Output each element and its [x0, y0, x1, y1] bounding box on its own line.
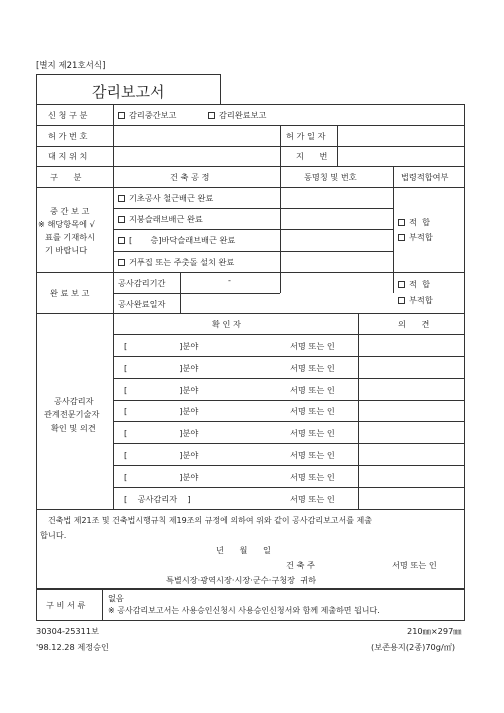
documents-label: 구 비 서 류 [46, 600, 86, 610]
sign-placeholder: 서명 또는 인 [290, 450, 335, 460]
interim-note-2: 표를 기재하시 [45, 232, 96, 242]
approval-date: '98.12.28 제정승인 [36, 642, 109, 652]
process-header: 건 축 공 정 [170, 172, 210, 182]
checkbox-interim-item[interactable]: 기초공사 철근배근 완료 [118, 194, 213, 202]
checkbox-completion-noncompliant[interactable]: 부적합 [398, 296, 433, 304]
checkbox-interim-report[interactable]: 감리중간보고 [118, 111, 176, 119]
confirm-field: [ ]분야 [124, 472, 199, 482]
sign-placeholder: 서명 또는 인 [290, 341, 335, 351]
supervision-period-value: - [228, 275, 231, 285]
apply-type-label: 신 청 구 분 [48, 110, 88, 120]
owner-sign-placeholder: 서명 또는 인 [392, 560, 437, 570]
lot-number-label: 지 번 [296, 151, 328, 161]
sign-placeholder: 서명 또는 인 [290, 385, 335, 395]
checkbox-completion-compliant[interactable]: 적 합 [398, 280, 430, 288]
completion-label: 완 료 보 고 [50, 288, 90, 298]
owner-label: 건 축 주 [286, 560, 315, 570]
compliance-header: 법령적합여부 [401, 172, 449, 182]
confirm-field: [ 공사감리자 ] [124, 494, 191, 504]
confirm-field: [ ]분야 [124, 385, 199, 395]
statement-date: 년 월 일 [216, 545, 271, 555]
confirm-field: [ ]분야 [124, 406, 199, 416]
addressee: 특별시장·광역시장·시장·군수·구청장 귀하 [166, 575, 317, 585]
confirm-label-3: 확인 및 의견 [51, 423, 96, 433]
checkbox-interim-item[interactable]: 지붕슬래브배근 완료 [118, 215, 203, 223]
documents-note: ※ 공사감리보고서는 사용승인신청시 사용승인신청서와 함께 제출하면 됩니다. [108, 606, 380, 615]
checkbox-completion-report[interactable]: 감리완료보고 [208, 111, 266, 119]
supervision-period-label: 공사감리기간 [118, 278, 166, 288]
checkbox-interim-compliant[interactable]: 적 합 [398, 218, 430, 226]
site-location-label: 대 지 위 치 [48, 151, 88, 161]
title-box [36, 74, 221, 104]
division-header: 구 분 [50, 172, 82, 182]
paper-spec: (보존용지(2종)70g/㎡) [371, 642, 456, 652]
building-header: 동명칭 및 번호 [304, 172, 357, 182]
statement-line-1: 건축법 제21조 및 건축법시행규칙 제19조의 규정에 의하여 위와 같이 공사감리보고서를 제출 [48, 516, 372, 525]
interim-note-3: 기 바랍니다 [45, 245, 88, 255]
interim-label: 중 간 보 고 [50, 206, 90, 216]
permit-no-label: 허 가 번 호 [48, 131, 88, 141]
checkbox-interim-noncompliant[interactable]: 부적합 [398, 233, 433, 241]
form-number: [별지 제21호서식] [36, 61, 106, 71]
confirm-label-1: 공사감리자 [54, 396, 94, 406]
statement-line-2: 합니다. [40, 530, 67, 540]
checkbox-interim-item[interactable]: 거푸집 또는 주춧돌 설치 완료 [118, 258, 234, 266]
confirmer-header: 확 인 자 [212, 319, 241, 329]
page-title: 감리보고서 [92, 83, 165, 101]
sign-placeholder: 서명 또는 인 [290, 406, 335, 416]
confirm-label-2: 관계전문기술자 [44, 409, 100, 419]
interim-note-1: ※ 해당항목에 √ [38, 219, 95, 229]
opinion-header: 의 견 [398, 319, 430, 329]
checkbox-interim-item[interactable]: [ 층]바닥슬래브배근 완료 [118, 236, 235, 244]
permit-date-label: 허 가 일 자 [286, 131, 326, 141]
confirm-field: [ ]분야 [124, 428, 199, 438]
completion-date-label: 공사완료일자 [118, 299, 166, 309]
paper-size: 210㎜×297㎜ [407, 626, 462, 636]
sign-placeholder: 서명 또는 인 [290, 428, 335, 438]
documents-value: 없음 [108, 593, 124, 603]
confirm-field: [ ]분야 [124, 341, 199, 351]
confirm-field: [ ]분야 [124, 363, 199, 373]
sign-placeholder: 서명 또는 인 [290, 494, 335, 504]
form-code: 30304-25311보 [36, 626, 99, 636]
sign-placeholder: 서명 또는 인 [290, 363, 335, 373]
confirm-field: [ ]분야 [124, 450, 199, 460]
sign-placeholder: 서명 또는 인 [290, 472, 335, 482]
